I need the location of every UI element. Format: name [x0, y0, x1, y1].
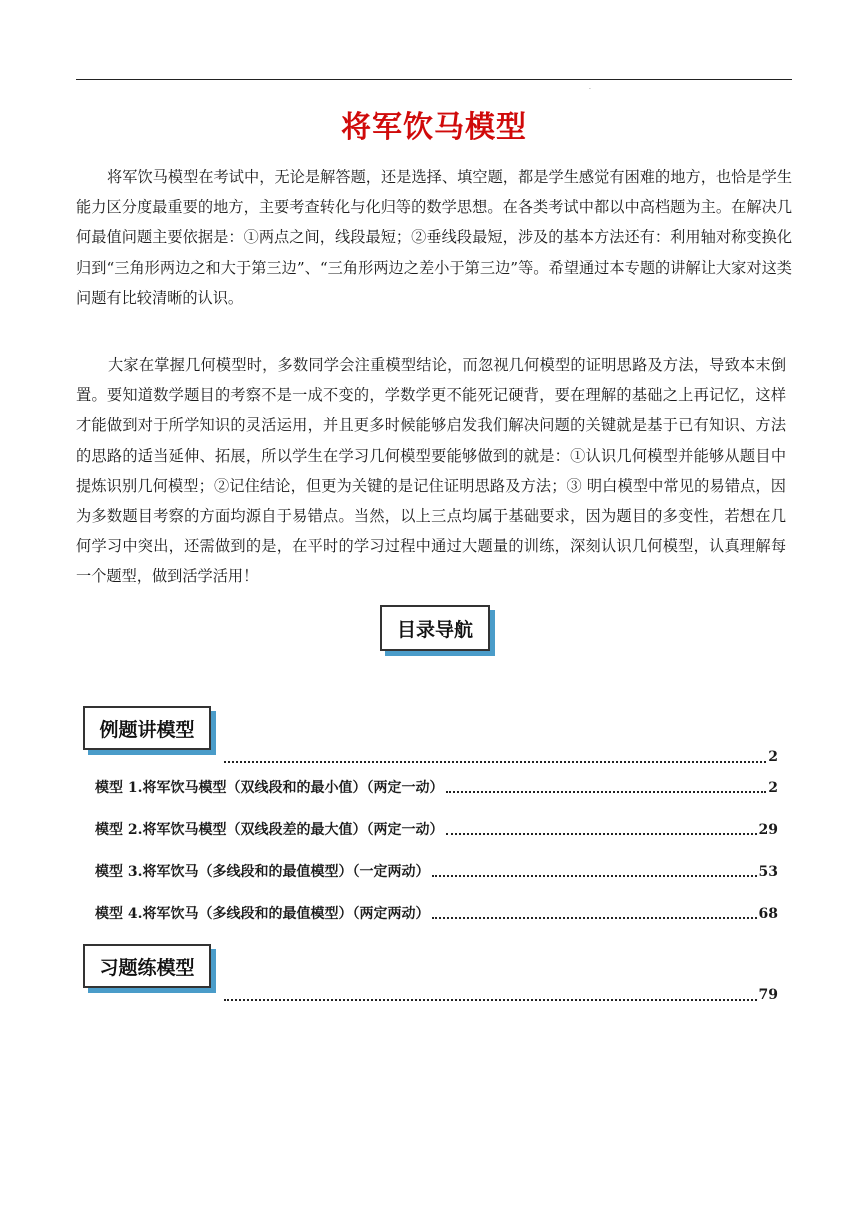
toc-page-number: 79 [758, 987, 778, 1003]
toc-entry-model-4[interactable] [95, 903, 778, 923]
section-heading-exercises: 习题练模型 [83, 944, 211, 988]
toc-leader [224, 999, 757, 1001]
toc-page-number: 53 [758, 864, 778, 880]
toc-entry-model-1[interactable] [95, 777, 778, 797]
page-title: 将军饮马模型 [341, 110, 527, 145]
intro-paragraph-2: 大家在掌握几何模型时，多数同学会注重模型结论，而忽视几何模型的证明思路及方法，导致本末倒置。要知道数学题目的考察不是一成不变的，学数学更不能死记硬背，要在理解的基础之上再记忆，这样才能做到对于所学知识的灵活运用，并且更多时候能够启发我们解决问题的关键就是基于已有知识、方法的思路的适当延伸、拓展，所以学生在学习几何模型要能够做到的就是：①认识几何模型并能够从题目中提炼识别几何模型；②记住结论，但更为关键的是记住证明思路及方法；③ 明白模型中常见的易错点，因为多数题目考察的方面均源自于易错点。当然，以上三点均属于基础要求，因为题目的多变性，若想在几何学习中突出，还需做到的是，在平时的学习过程中通过大题量的训练，深刻认识几何模型，认真理解每一个题型，做到活学活用！ [76, 356, 786, 586]
toc-page-number: 68 [758, 906, 778, 922]
header-rule [76, 79, 792, 80]
header-mark: . [589, 84, 591, 91]
toc-section-exercises-line[interactable] [222, 987, 778, 1003]
toc-entry-model-2[interactable] [95, 819, 778, 839]
toc-entry-label: 模型 1.将军饮马模型（双线段和的最小值）（两定一动） [95, 780, 444, 796]
section-heading-examples: 例题讲模型 [83, 706, 211, 750]
toc-leader [224, 761, 766, 763]
toc-entry-label: 模型 3.将军饮马（多线段和的最值模型）（一定两动） [95, 864, 430, 880]
toc-entry-label: 模型 4.将军饮马（多线段和的最值模型）（两定两动） [95, 906, 430, 922]
toc-entry-label: 模型 2.将军饮马模型（双线段差的最大值）（两定一动） [95, 822, 444, 838]
toc-section-examples-line[interactable] [222, 749, 778, 765]
intro-paragraph-1: 将军饮马模型在考试中，无论是解答题，还是选择、填空题，都是学生感觉有困难的地方，也恰是学生能力区分度最重要的地方，主要考查转化与化归等的数学思想。在各类考试中都以中高档题为主。在解决几何最值问题主要依据是：①两点之间，线段最短；②垂线段最短，涉及的基本方法还有：利用轴对称变换化归到“三角形两边之和大于第三边”、“三角形两边之差小于第三边”等。希望通过本专题的讲解让大家对这类问题有比较清晰的认识。 [76, 168, 792, 307]
toc-entry-model-3[interactable] [95, 861, 778, 881]
toc-leader [446, 833, 757, 835]
toc-leader [432, 917, 757, 919]
toc-leader [446, 791, 767, 793]
toc-page-number: 29 [758, 822, 778, 838]
toc-leader [432, 875, 757, 877]
toc-heading: 目录导航 [380, 605, 490, 651]
toc-page-number: 2 [768, 780, 778, 796]
toc-page-number: 2 [768, 749, 778, 765]
